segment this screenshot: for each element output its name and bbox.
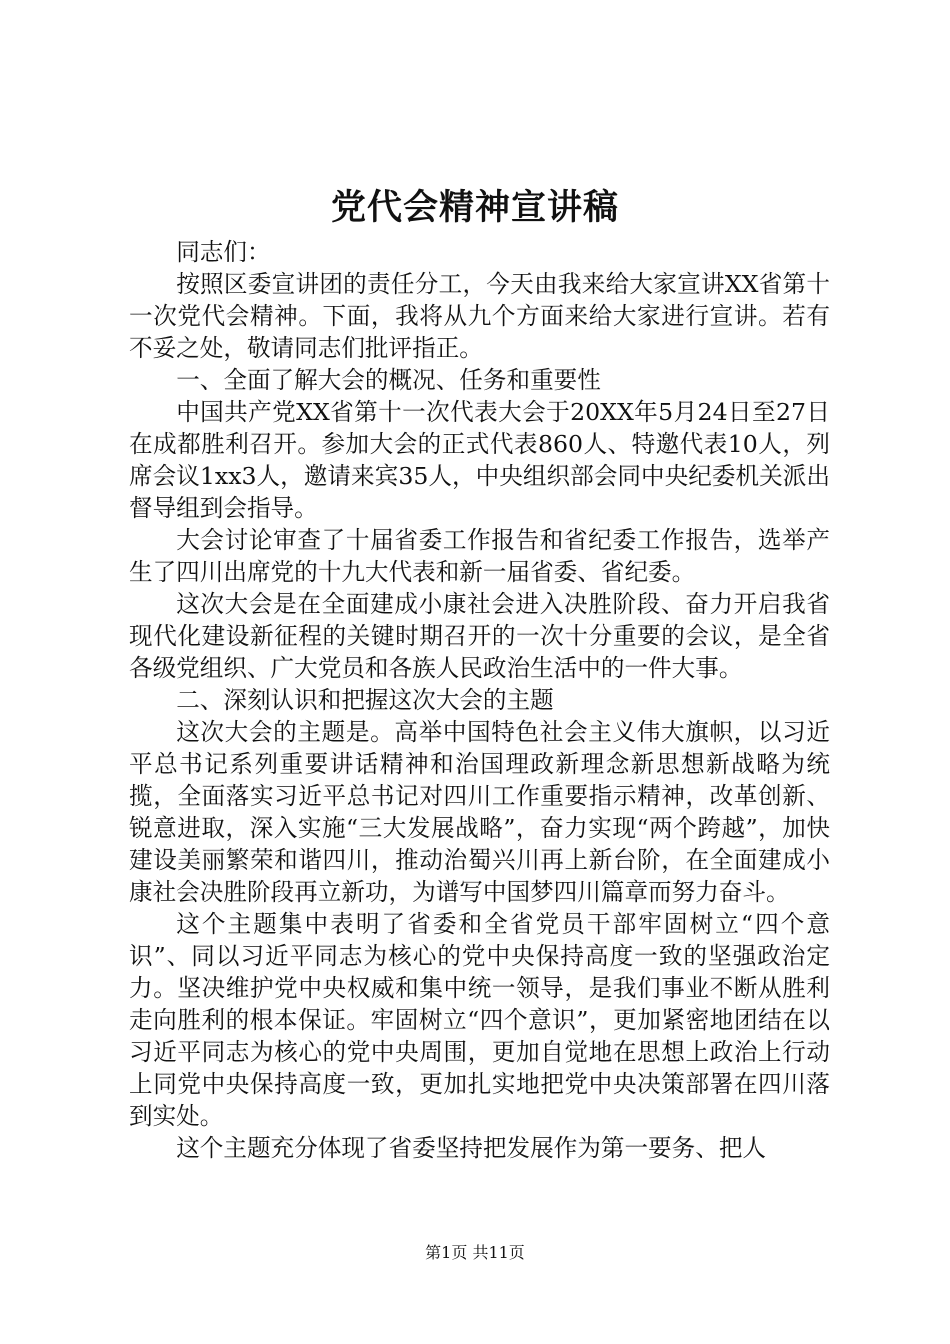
body-paragraph: 大会讨论审查了十届省委工作报告和省纪委工作报告，选举产生了四川出席党的十九大代表和新一届省委、省纪委。 [129,526,830,586]
body-paragraph: 中国共产党XX省第十一次代表大会于20XX年5月24日至27日在成都胜利召开。参加大会的正式代表860人、特邀代表10人，列席会议1xx3人，邀请来宾35人，中央组织部会同中央纪委机关派出督导组到会指导。 [129,398,830,522]
document-body [129,236,830,1164]
document-title: 党代会精神宣讲稿 [330,187,619,228]
body-paragraph: 这个主题集中表明了省委和全省党员干部牢固树立“四个意识”、同以习近平同志为核心的党中央保持高度一致的坚强政治定力。坚决维护党中央权威和集中统一领导，是我们事业不断从胜利走向胜利的根本保证。牢固树立“四个意识”，更加紧密地团结在以习近平同志为核心的党中央周围，更加自觉地在思想上政治上行动上同党中央保持高度一致，更加扎实地把党中央决策部署在四川落到实处。 [129,910,830,1130]
page-footer: 第1页 共11页 [425,1243,525,1262]
body-paragraph: 这次大会是在全面建成小康社会进入决胜阶段、奋力开启我省现代化建设新征程的关键时期召开的一次十分重要的会议，是全省各级党组织、广大党员和各族人民政治生活中的一件大事。 [129,590,830,682]
body-paragraph: 这次大会的主题是。高举中国特色社会主义伟大旗帜，以习近平总书记系列重要讲话精神和治国理政新理念新思想新战略为统揽，全面落实习近平总书记对四川工作重要指示精神，改革创新、锐意进取，深入实施“三大发展战略”，奋力实现“两个跨越”，加快建设美丽繁荣和谐四川，推动治蜀兴川再上新台阶，在全面建成小康社会决胜阶段再立新功，为谱写中国梦四川篇章而努力奋斗。 [129,718,830,906]
intro-paragraph: 按照区委宣讲团的责任分工，今天由我来给大家宣讲XX省第十一次党代会精神。下面，我将从九个方面来给大家进行宣讲。若有不妥之处，敬请同志们批评指正。 [129,270,830,362]
body-paragraph: 这个主题充分体现了省委坚持把发展作为第一要务、把人 [176,1134,767,1162]
section-heading-1: 一、全面了解大会的概况、任务和重要性 [176,366,601,394]
section-heading-2: 二、深刻认识和把握这次大会的主题 [176,686,554,714]
salutation: 同志们： [176,238,271,266]
